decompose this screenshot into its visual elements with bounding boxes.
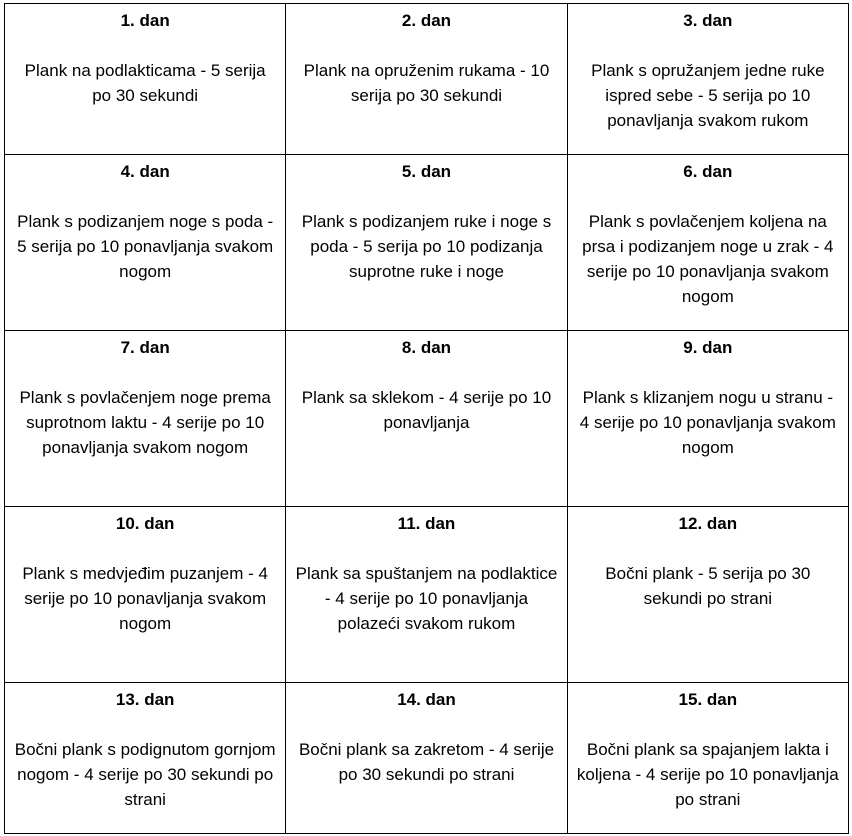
day-exercise: Plank sa sklekom - 4 serije po 10 ponavljanja bbox=[301, 388, 552, 432]
day-exercise: Plank s opružanjem jedne ruke ispred sebe - 5 serija po 10 ponavljanja svakom rukom bbox=[591, 61, 825, 130]
day-cell-8 bbox=[286, 331, 567, 507]
day-title: 5. dan bbox=[401, 162, 452, 181]
day-title: 6. dan bbox=[683, 162, 733, 181]
day-exercise: Plank na opruženim rukama - 10 serija po 30 sekundi bbox=[303, 61, 550, 105]
day-exercise: Plank s podizanjem noge s poda - 5 serija po 10 ponavljanja svakom nogom bbox=[17, 212, 274, 281]
day-title: 12. dan bbox=[678, 514, 738, 533]
table-row bbox=[5, 331, 849, 507]
day-exercise: Plank s klizanjem nogu u stranu - 4 serije po 10 ponavljanja svakom nogom bbox=[579, 388, 836, 457]
day-cell-4 bbox=[5, 155, 286, 331]
day-cell-5 bbox=[286, 155, 567, 331]
day-cell-2 bbox=[286, 4, 567, 155]
day-cell-6 bbox=[567, 155, 848, 331]
day-cell-10 bbox=[5, 507, 286, 683]
day-title: 4. dan bbox=[120, 162, 170, 181]
day-cell-9 bbox=[567, 331, 848, 507]
day-exercise: Plank s medvjeđim puzanjem - 4 serije po 10 ponavljanja svakom nogom bbox=[22, 564, 268, 633]
table-row bbox=[5, 683, 849, 834]
day-cell-11 bbox=[286, 507, 567, 683]
day-exercise: Plank s povlačenjem noge prema suprotnom laktu - 4 serije po 10 ponavljanja svakom nogom bbox=[19, 388, 271, 457]
day-title: 9. dan bbox=[683, 338, 733, 357]
day-exercise: Plank sa spuštanjem na podlaktice - 4 serije po 10 ponavljanja polazeći svakom rukom bbox=[295, 564, 558, 633]
day-exercise: Plank s podizanjem ruke i noge s poda - 5 serija po 10 podizanja suprotne ruke i noge bbox=[301, 212, 552, 281]
day-title: 14. dan bbox=[397, 690, 456, 709]
table-row bbox=[5, 507, 849, 683]
day-title: 3. dan bbox=[683, 11, 733, 30]
day-title: 10. dan bbox=[115, 514, 175, 533]
day-exercise: Plank na podlakticama - 5 serija po 30 sekundi bbox=[24, 61, 266, 105]
table-row bbox=[5, 4, 849, 155]
day-title: 2. dan bbox=[401, 11, 452, 30]
day-exercise: Bočni plank sa zakretom - 4 serije po 30 sekundi po strani bbox=[298, 740, 555, 784]
day-exercise: Bočni plank s podignutom gornjom nogom - 4 serije po 30 sekundi po strani bbox=[14, 740, 276, 809]
plank-plan-table bbox=[4, 3, 849, 834]
day-cell-12 bbox=[567, 507, 848, 683]
day-cell-7 bbox=[5, 331, 286, 507]
day-title: 11. dan bbox=[397, 514, 456, 533]
day-cell-15 bbox=[567, 683, 848, 834]
table-row bbox=[5, 155, 849, 331]
day-cell-1 bbox=[5, 4, 286, 155]
day-title: 1. dan bbox=[120, 11, 170, 30]
day-cell-13 bbox=[5, 683, 286, 834]
day-exercise: Bočni plank - 5 serija po 30 sekundi po strani bbox=[605, 564, 811, 608]
day-title: 13. dan bbox=[115, 690, 175, 709]
day-cell-3 bbox=[567, 4, 848, 155]
day-title: 15. dan bbox=[678, 690, 738, 709]
day-title: 7. dan bbox=[120, 338, 170, 357]
day-title: 8. dan bbox=[401, 338, 452, 357]
day-exercise: Plank s povlačenjem koljena na prsa i podizanjem noge u zrak - 4 serije po 10 ponavljanja svakom nogom bbox=[582, 212, 834, 306]
day-cell-14 bbox=[286, 683, 567, 834]
day-exercise: Bočni plank sa spajanjem lakta i koljena - 4 serije po 10 ponavljanja po strani bbox=[576, 740, 839, 809]
